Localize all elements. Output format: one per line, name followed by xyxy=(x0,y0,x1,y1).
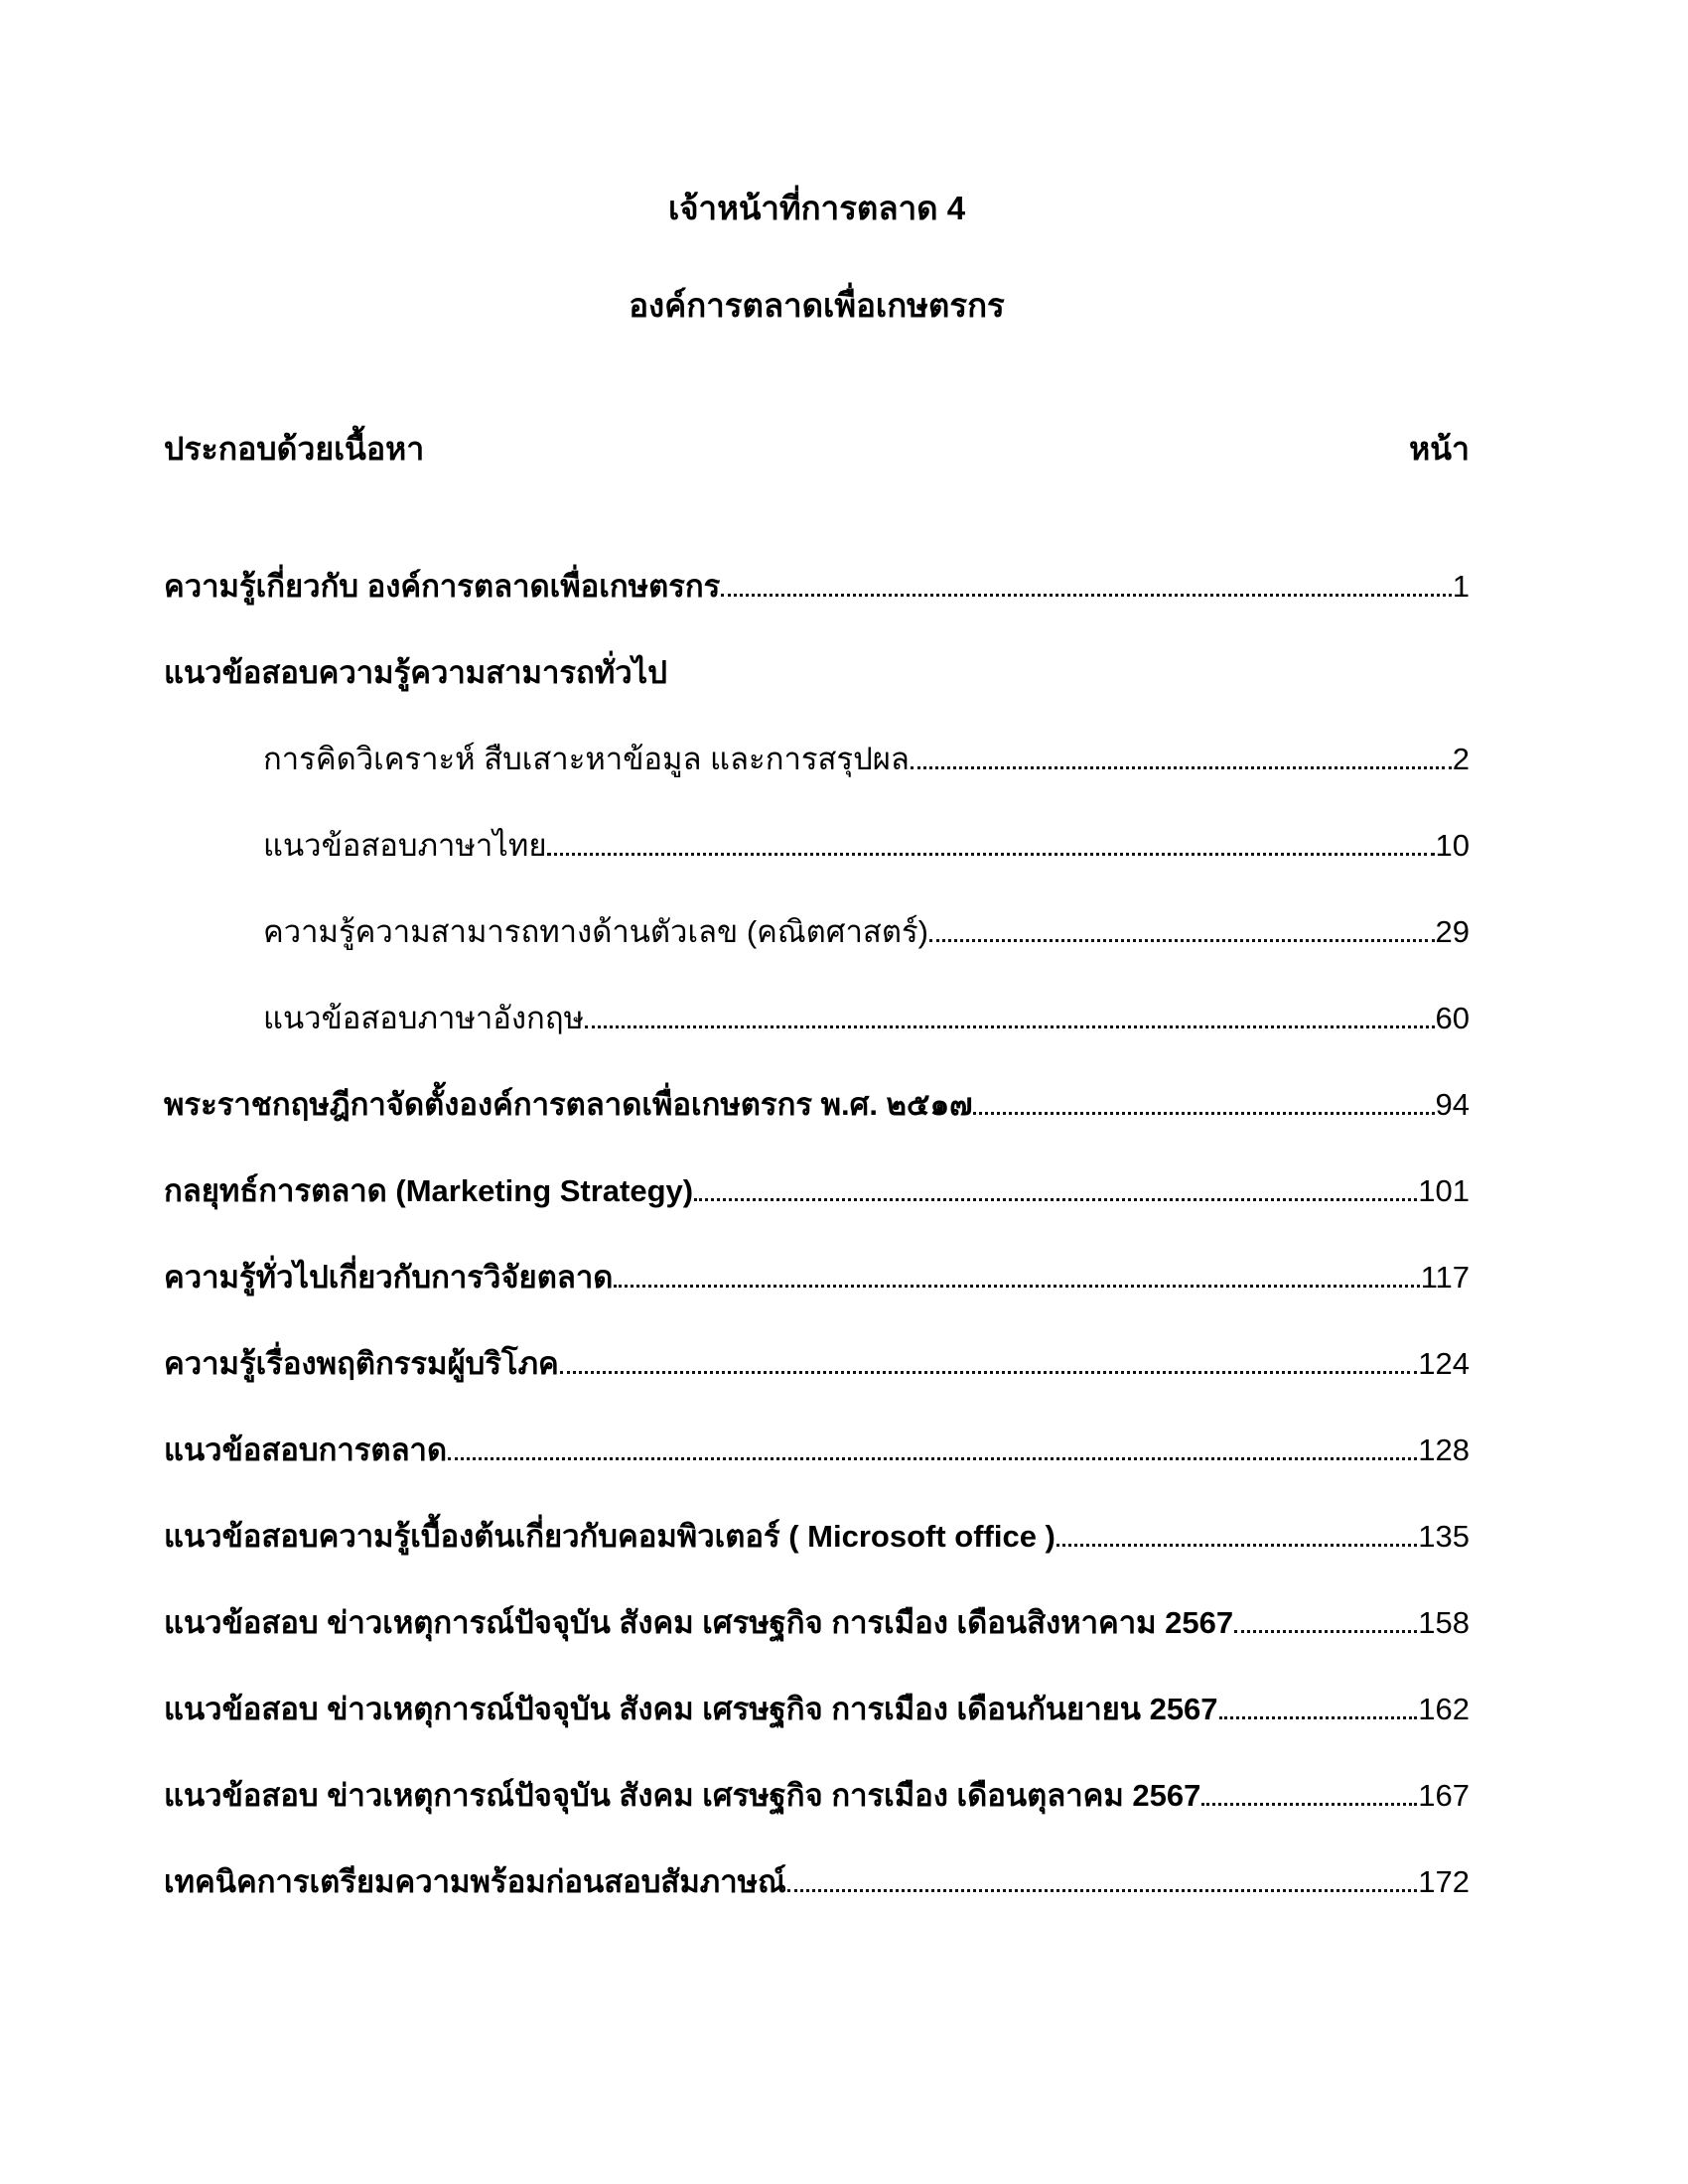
dot-leader xyxy=(614,1284,1419,1288)
toc-entry xyxy=(164,1084,1470,1126)
toc-entry-page: 29 xyxy=(1435,914,1470,950)
toc-entry xyxy=(164,739,1470,780)
dot-leader xyxy=(1234,1629,1417,1633)
toc-entry xyxy=(164,911,1470,953)
toc-entry-label: แนวข้อสอบภาษาไทย xyxy=(263,828,547,864)
toc-entry xyxy=(164,1516,1470,1558)
toc-entry xyxy=(164,1170,1470,1212)
dot-leader xyxy=(560,1370,1417,1374)
toc-entry-page: 117 xyxy=(1420,1260,1470,1296)
toc-entry-label: เทคนิคการเตรียมความพร้อมก่อนสอบสัมภาษณ์ xyxy=(164,1864,786,1900)
toc-entry-label: แนวข้อสอบ ข่าวเหตุการณ์ปัจจุบัน สังคม เศรษฐกิจ การเมือง เดือนสิงหาคาม 2567 xyxy=(164,1605,1234,1641)
toc-entry-label: กลยุทธ์การตลาด (Marketing Strategy) xyxy=(164,1173,694,1209)
toc-entry-label: แนวข้อสอบภาษาอังกฤษ xyxy=(263,1001,585,1036)
toc-entry-page: 135 xyxy=(1418,1519,1470,1555)
toc-entry-label: ความรู้เกี่ยวกับ องค์การตลาดเพื่อเกษตรกร xyxy=(164,569,721,605)
toc-entry-page: 101 xyxy=(1418,1173,1470,1209)
toc-entry-page: 124 xyxy=(1418,1346,1470,1382)
dot-leader xyxy=(787,1888,1417,1892)
toc-entry-page: 167 xyxy=(1418,1778,1470,1814)
dot-leader xyxy=(1201,1802,1417,1806)
dot-leader xyxy=(721,593,1451,597)
toc-entry-label: แนวข้อสอบการตลาด xyxy=(164,1433,448,1468)
toc-entry-page: 60 xyxy=(1435,1001,1470,1036)
dot-leader xyxy=(694,1197,1417,1201)
dot-leader xyxy=(547,852,1434,856)
toc-entry xyxy=(164,1343,1470,1385)
toc-entry xyxy=(164,1257,1470,1298)
toc-entry-page: 94 xyxy=(1435,1087,1470,1123)
dot-leader xyxy=(585,1024,1434,1028)
toc-entry-page: 172 xyxy=(1418,1864,1470,1900)
toc-entry-label: ความรู้เรื่องพฤติกรรมผู้บริโภค xyxy=(164,1346,559,1382)
toc-entry-page: 162 xyxy=(1418,1692,1470,1727)
contents-label: ประกอบด้วยเนื้อหา xyxy=(164,431,425,468)
dot-leader xyxy=(929,938,1435,942)
document-title: เจ้าหน้าที่การตลาด 4 xyxy=(667,190,966,226)
dot-leader xyxy=(1219,1715,1418,1719)
toc-header xyxy=(164,424,1470,475)
toc-entry-label: แนวข้อสอบความรู้เบื้องต้นเกี่ยวกับคอมพิวเตอร์ ( Microsoft office ) xyxy=(164,1519,1055,1555)
page-column-label: หน้า xyxy=(1409,431,1470,468)
toc-entry-page: 2 xyxy=(1452,742,1470,777)
toc-entry-page: 1 xyxy=(1452,569,1470,605)
toc-entry-label: ความรู้ทั่วไปเกี่ยวกับการวิจัยตลาด xyxy=(164,1260,614,1296)
document-subtitle: องค์การตลาดเพื่อเกษตรกร xyxy=(629,286,1005,324)
toc-entry-label: การคิดวิเคราะห์ สืบเสาะหาข้อมูล และการสรุปผล xyxy=(263,742,910,777)
toc-entry-page: 128 xyxy=(1418,1433,1470,1468)
toc-entry-label: แนวข้อสอบ ข่าวเหตุการณ์ปัจจุบัน สังคม เศรษฐกิจ การเมือง เดือนกันยายน 2567 xyxy=(164,1692,1218,1727)
toc-entry xyxy=(164,1689,1470,1730)
toc-entry-label: แนวข้อสอบ ข่าวเหตุการณ์ปัจจุบัน สังคม เศรษฐกิจ การเมือง เดือนตุลาคม 2567 xyxy=(164,1778,1201,1814)
toc-entry xyxy=(164,825,1470,867)
toc-entry-label: แนวข้อสอบความรู้ความสามารถทั่วไป xyxy=(164,655,667,691)
toc-entry xyxy=(164,652,1470,694)
toc-entry-label: พระราชกฤษฎีกาจัดตั้งองค์การตลาดเพื่อเกษตรกร พ.ศ. ๒๕๑๗ xyxy=(164,1087,973,1123)
toc-entry xyxy=(164,1775,1470,1817)
toc-entry xyxy=(164,566,1470,608)
dot-leader xyxy=(911,765,1452,769)
toc-entry xyxy=(164,1861,1470,1903)
dot-leader xyxy=(1056,1543,1417,1547)
toc-entry-page: 158 xyxy=(1418,1605,1470,1641)
toc-entry-label: ความรู้ความสามารถทางด้านตัวเลข (คณิตศาสตร์) xyxy=(263,914,928,950)
toc-entry xyxy=(164,1430,1470,1471)
toc-entry xyxy=(164,1602,1470,1644)
toc-list xyxy=(164,566,1470,1903)
dot-leader xyxy=(448,1456,1417,1460)
toc-entry xyxy=(164,998,1470,1039)
toc-entry-page: 10 xyxy=(1435,828,1470,864)
dot-leader xyxy=(973,1111,1434,1115)
